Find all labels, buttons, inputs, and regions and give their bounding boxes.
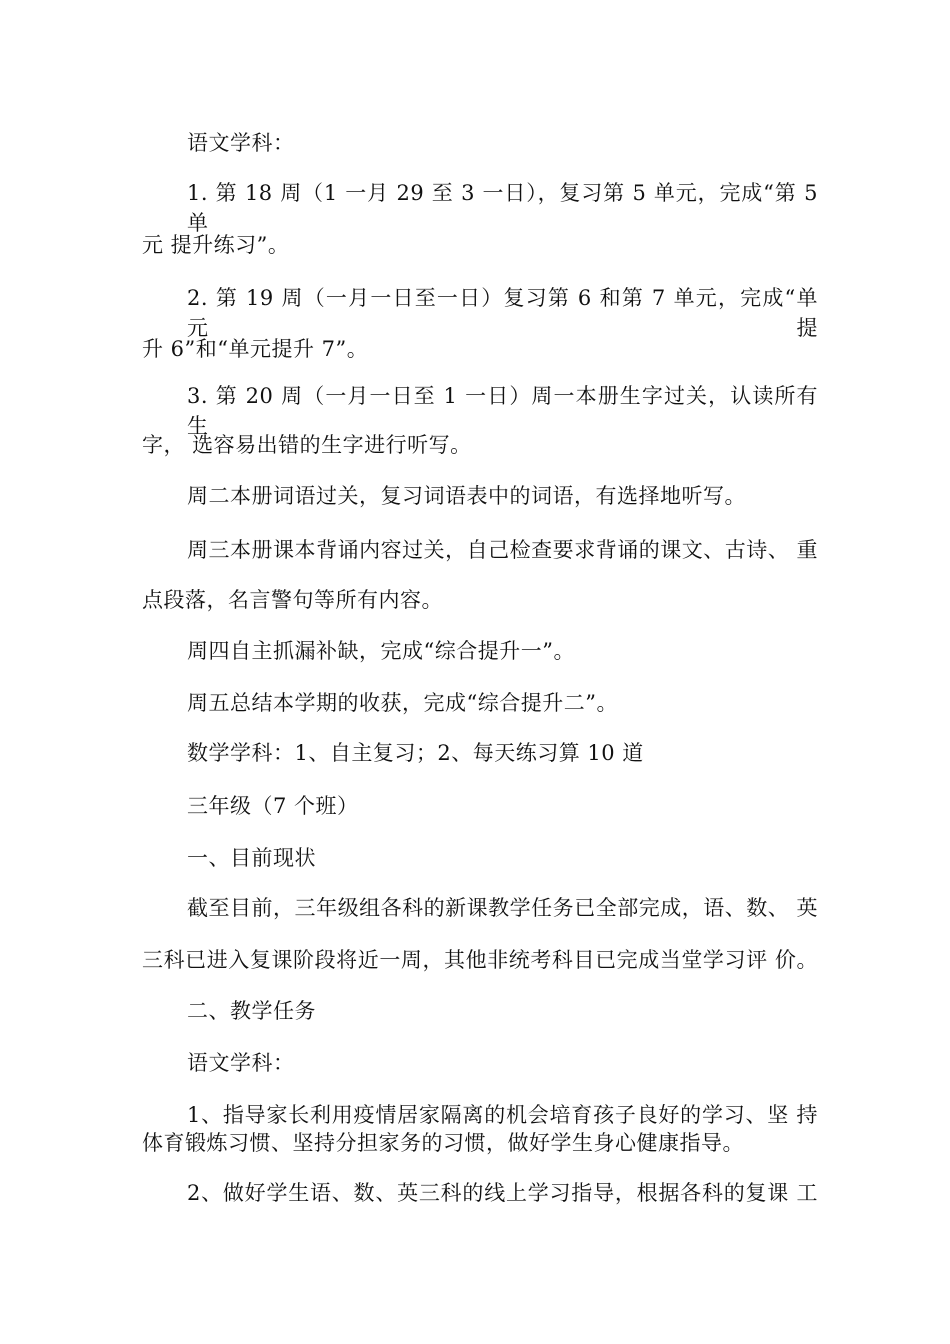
paragraph-line: 周四自主抓漏补缺，完成“综合提升一”。 bbox=[187, 639, 575, 663]
paragraph-line: 截至目前，三年级组各科的新课教学任务已全部完成，语、数、 英 bbox=[187, 896, 818, 920]
paragraph-line: 升 6”和“单元提升 7”。 bbox=[142, 337, 369, 361]
paragraph-line: 体育锻炼习惯、坚持分担家务的习惯，做好学生身心健康指导。 bbox=[142, 1131, 744, 1155]
paragraph-heading: 语文学科： bbox=[187, 131, 295, 155]
section-heading: 二、教学任务 bbox=[187, 999, 316, 1023]
section-heading: 一、目前现状 bbox=[187, 846, 316, 870]
paragraph-line: 1. 第 18 周（1 一月 29 至 3 一日），复习第 5 单元，完成“第 5 单 bbox=[187, 181, 818, 235]
paragraph-line: 三科已进入复课阶段将近一周，其他非统考科目已完成当堂学习评 价。 bbox=[142, 948, 818, 972]
paragraph-line: 2. 第 19 周（一月一日至一日）复习第 6 和第 7 单元，完成“单元提 bbox=[187, 286, 818, 340]
paragraph-line: 元 提升练习”。 bbox=[142, 233, 290, 257]
paragraph-line: 3. 第 20 周（一月一日至 1 一日）周一本册生字过关，认读所有生 bbox=[187, 384, 818, 438]
paragraph-line: 点段落，名言警句等所有内容。 bbox=[142, 588, 443, 612]
paragraph-line: 字， 选容易出错的生字进行听写。 bbox=[142, 433, 472, 457]
paragraph-line: 1、指导家长利用疫情居家隔离的机会培育孩子良好的学习、坚 持 bbox=[187, 1103, 818, 1127]
paragraph-line: 周五总结本学期的收获，完成“综合提升二”。 bbox=[187, 691, 618, 715]
paragraph-line: 周二本册词语过关，复习词语表中的词语，有选择地听写。 bbox=[187, 484, 746, 508]
paragraph-line: 数学学科：1、自主复习；2、每天练习算 10 道 bbox=[187, 741, 644, 765]
paragraph-line: 周三本册课本背诵内容过关，自己检查要求背诵的课文、古诗、 重 bbox=[187, 538, 818, 562]
paragraph-heading: 语文学科： bbox=[187, 1051, 295, 1075]
section-heading: 三年级（7 个班） bbox=[187, 794, 359, 818]
paragraph-line: 2、做好学生语、数、英三科的线上学习指导，根据各科的复课 工 bbox=[187, 1181, 818, 1205]
